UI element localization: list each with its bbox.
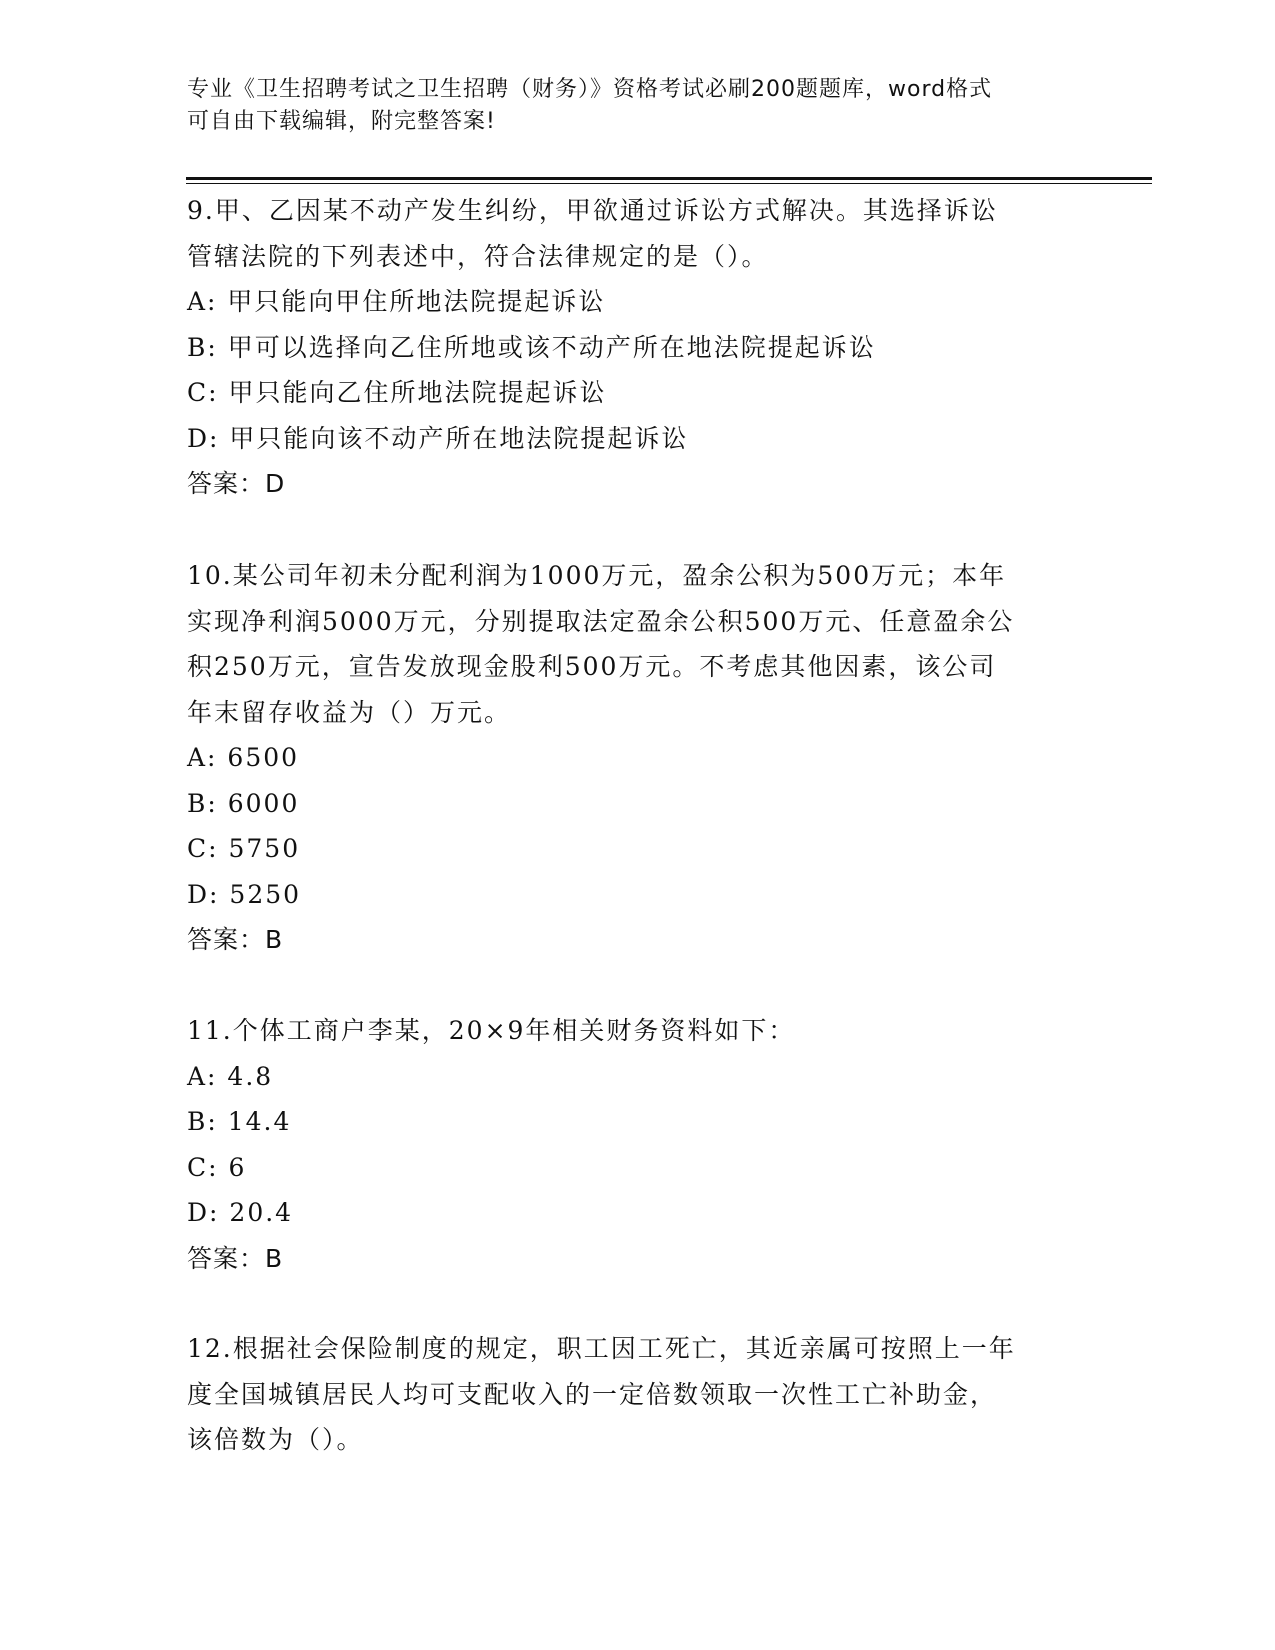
question-text: 12.根据社会保险制度的规定，职工因工死亡，其近亲属可按照上一年: [187, 1334, 1016, 1363]
option-a: A: 4.8: [187, 1061, 274, 1091]
option-a: A: 甲只能向甲住所地法院提起诉讼: [187, 287, 606, 316]
option-a: A: 6500: [187, 743, 300, 772]
question-block: [187, 1008, 1087, 1281]
question-text: 实现净利润5000万元，分别提取法定盈余公积500万元、任意盈余公: [187, 606, 1015, 636]
question-text: 9.甲、乙因某不动产发生纠纷，甲欲通过诉讼方式解决。其选择诉讼: [187, 196, 998, 225]
answer-line: 答案：B: [187, 925, 284, 954]
option-b: B: 甲可以选择向乙住所地或该不动产所在地法院提起诉讼: [187, 332, 876, 362]
option-d: D: 20.4: [187, 1198, 294, 1227]
answer-line: 答案：D: [187, 469, 286, 498]
header-line: 可自由下载编辑，附完整答案!: [187, 109, 496, 134]
answer-line: 答案：B: [187, 1243, 284, 1273]
option-d: D: 5250: [187, 879, 302, 909]
question-block: [187, 188, 1087, 507]
question-text: 度全国城镇居民人均可支配收入的一定倍数领取一次性工亡补助金，: [187, 1379, 998, 1409]
option-c: C: 5750: [187, 834, 301, 863]
header-line: 专业《卫生招聘考试之卫生招聘（财务）》资格考试必刷200题题库，word格式: [187, 77, 993, 102]
option-b: B: 6000: [187, 788, 300, 818]
question-block: [187, 1326, 1087, 1463]
header-divider-thin: [186, 183, 1152, 184]
question-text: 积250万元，宣告发放现金股利500万元。不考虑其他因素，该公司: [187, 652, 997, 681]
question-block: [187, 553, 1087, 963]
option-c: C: 6: [187, 1152, 247, 1182]
question-text: 10.某公司年初未分配利润为1000万元，盈余公积为500万元；本年: [187, 561, 1007, 590]
option-b: B: 14.4: [187, 1107, 292, 1136]
document-header: [187, 74, 1067, 138]
option-c: C: 甲只能向乙住所地法院提起诉讼: [187, 378, 607, 407]
header-divider: [186, 177, 1152, 180]
question-text: 11.个体工商户李某，20×9年相关财务资料如下：: [187, 1016, 796, 1045]
question-text: 管辖法院的下列表述中，符合法律规定的是（）。: [187, 241, 769, 271]
question-text: 年末留存收益为（）万元。: [187, 697, 512, 727]
question-text: 该倍数为（）。: [187, 1425, 364, 1454]
option-d: D: 甲只能向该不动产所在地法院提起诉讼: [187, 423, 689, 453]
